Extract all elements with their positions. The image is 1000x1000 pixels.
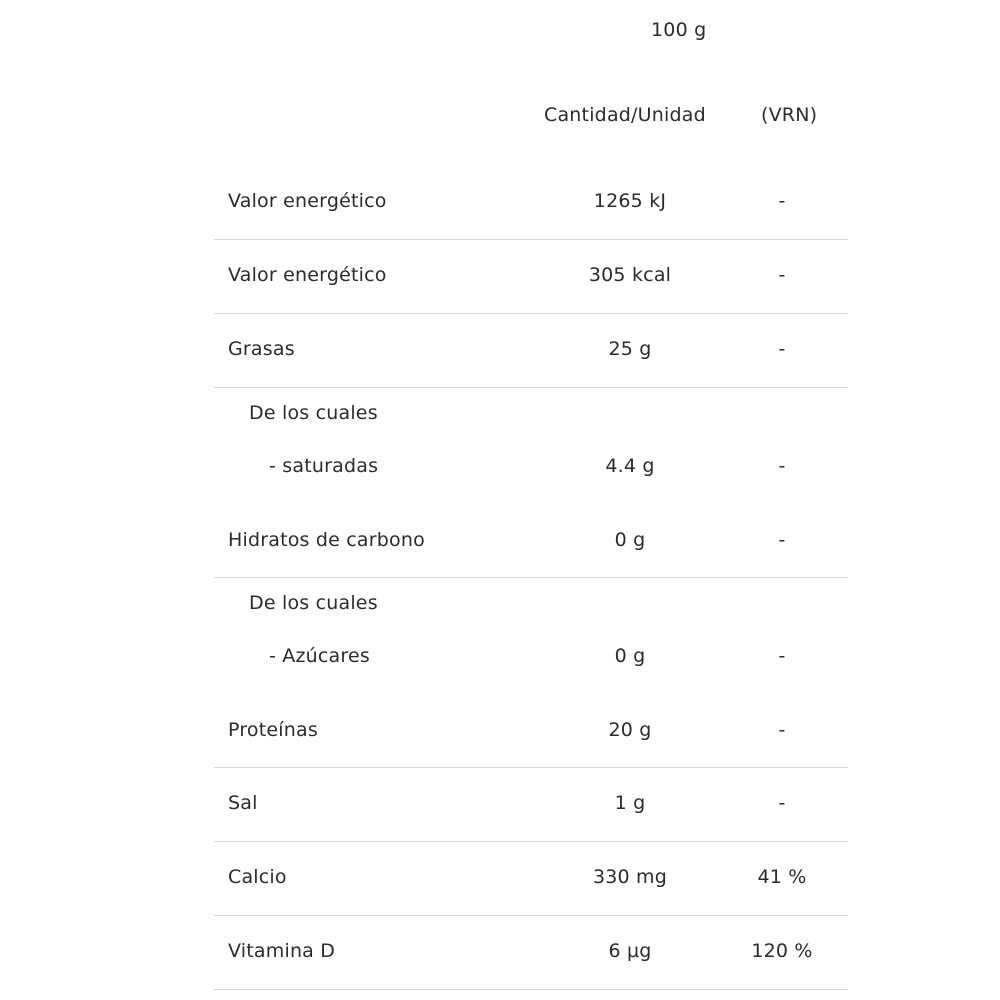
table-row (214, 916, 848, 990)
nutrient-vrn: - (778, 338, 786, 360)
nutrient-quantity: 305 kcal (588, 264, 672, 286)
sub-nutrient-name: - Azúcares (269, 645, 370, 667)
nutrient-vrn: - (778, 529, 786, 551)
table-row (214, 578, 848, 768)
table-row (214, 166, 848, 240)
sub-nutrient-quantity: 0 g (614, 645, 646, 667)
sub-header-label: De los cuales (249, 402, 378, 424)
nutrient-name: Grasas (228, 338, 295, 360)
nutrient-name: Sal (228, 792, 258, 814)
serving-size-label: 100 g (651, 19, 707, 41)
nutrient-quantity: 1 g (614, 792, 646, 814)
vrn-column-header: (VRN) (761, 104, 818, 126)
nutrient-name: Valor energético (228, 190, 387, 212)
nutrient-name: Hidratos de carbono (228, 529, 425, 551)
nutrient-quantity: 6 µg (608, 940, 652, 962)
table-row (214, 768, 848, 842)
nutrient-quantity: 25 g (608, 338, 652, 360)
sub-nutrient-quantity: 4.4 g (605, 455, 655, 477)
table-row (214, 388, 848, 578)
table-row (214, 314, 848, 388)
nutrient-vrn: - (778, 792, 786, 814)
sub-nutrient-vrn: - (778, 455, 786, 477)
nutrient-vrn: 120 % (751, 940, 813, 962)
nutrient-quantity: 1265 kJ (593, 190, 667, 212)
nutrient-quantity: 0 g (614, 529, 646, 551)
nutrient-name: Valor energético (228, 264, 387, 286)
quantity-column-header: Cantidad/Unidad (544, 104, 706, 126)
sub-nutrient-name: - saturadas (269, 455, 379, 477)
nutrient-vrn: - (778, 719, 786, 741)
nutrient-vrn: - (778, 264, 786, 286)
nutrient-quantity: 330 mg (592, 866, 668, 888)
sub-nutrient-vrn: - (778, 645, 786, 667)
nutrient-name: Vitamina D (228, 940, 336, 962)
nutrient-name: Calcio (228, 866, 287, 888)
nutrient-quantity: 20 g (608, 719, 652, 741)
nutrient-name: Proteínas (228, 719, 318, 741)
table-row (214, 240, 848, 314)
nutrient-vrn: 41 % (757, 866, 807, 888)
nutrient-vrn: - (778, 190, 786, 212)
sub-header-label: De los cuales (249, 592, 378, 614)
nutrition-table (214, 166, 848, 990)
table-row (214, 842, 848, 916)
